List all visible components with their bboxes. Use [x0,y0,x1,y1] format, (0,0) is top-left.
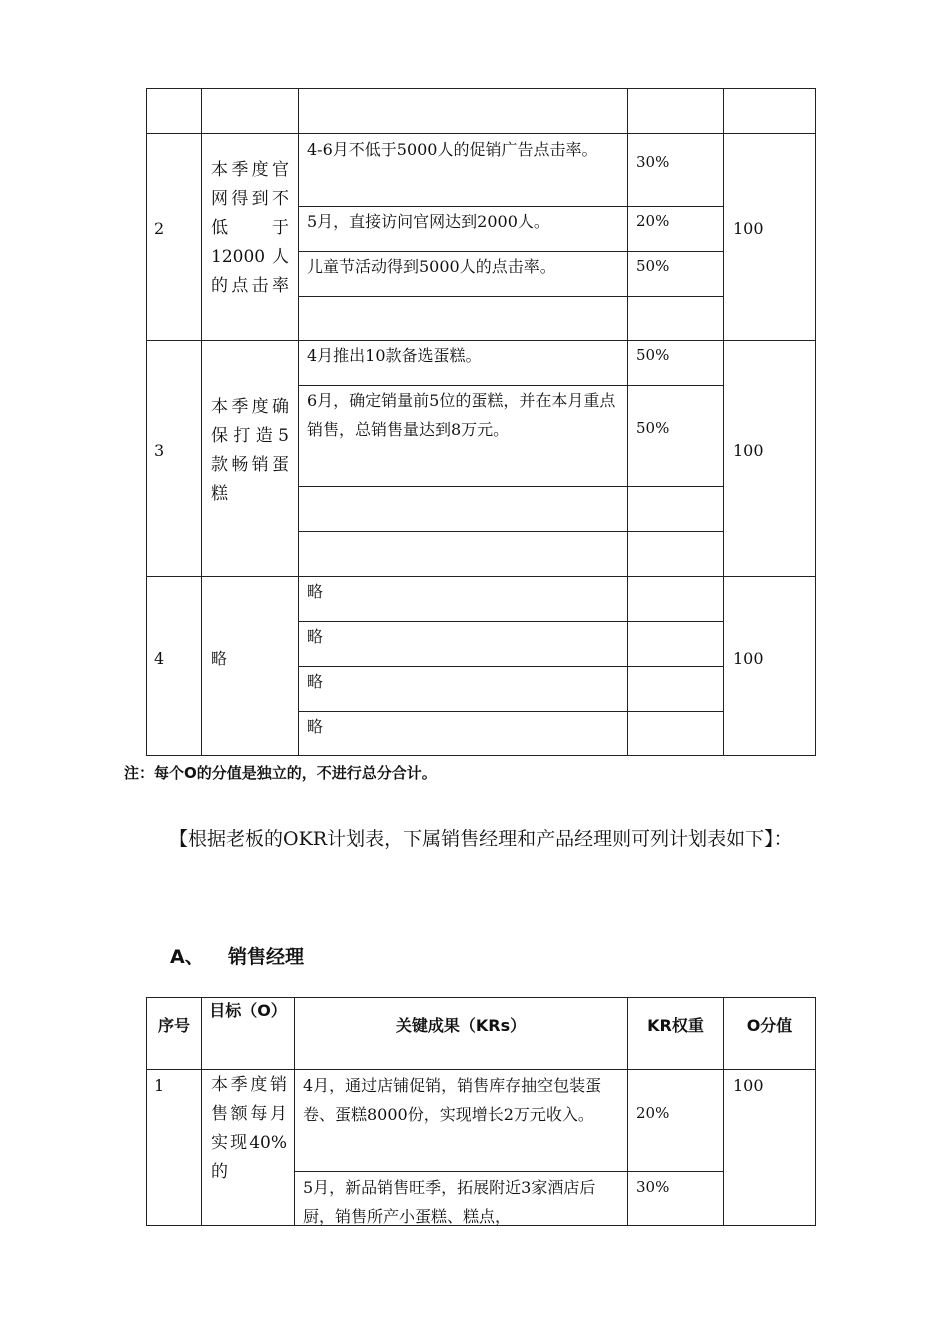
table-border [298,711,724,712]
col-header-krs: 关键成果（KRs） [395,1016,527,1035]
col-header-weight: KR权重 [647,1016,704,1035]
row-seq: 3 [154,441,165,460]
table-border [146,755,816,756]
kr-weight: 20% [636,1104,670,1122]
kr-text: 略 [307,627,324,646]
table-border [298,531,724,532]
row-score: 100 [733,219,764,238]
kr-text: 略 [307,717,324,736]
kr-text: 4月，通过店铺促销，销售库存抽空包装蛋卷、蛋糕8000份，实现增长2万元收入。 [303,1076,602,1124]
table-border [146,88,816,89]
kr-text: 6月，确定销量前5位的蛋糕，并在本月重点销售，总销售量达到8万元。 [307,391,616,439]
section-index: A、 [170,946,204,968]
row-score: 100 [733,1076,764,1095]
kr-weight: 30% [636,1178,670,1196]
table-border [815,88,816,756]
body-paragraph: 【根据老板的OKR计划表，下属销售经理和产品经理则可列计划表如下】： [169,828,793,850]
table-border [201,88,202,756]
table-border [298,666,724,667]
kr-text: 4-6月不低于5000人的促销广告点击率。 [307,140,598,159]
row-seq: 4 [154,649,165,668]
table-border [201,997,202,1226]
table-border [146,1069,816,1070]
col-header-objective: 目标（O） [209,1001,287,1020]
table-border [723,88,724,756]
table-border [298,296,724,297]
kr-text: 4月推出10款备选蛋糕。 [307,346,482,365]
kr-text: 5月，直接访问官网达到2000人。 [307,212,550,231]
kr-text: 儿童节活动得到5000人的点击率。 [307,257,556,276]
kr-weight: 20% [636,212,670,230]
col-header-score: O分值 [746,1016,793,1035]
section-title: 销售经理 [228,946,305,968]
row-score: 100 [733,441,764,460]
kr-text: 略 [307,672,324,691]
row-objective: 本季度官网得到不低于12000人的点击率 [211,160,289,296]
table-border [146,576,816,577]
table-border [298,486,724,487]
col-header-seq: 序号 [157,1016,190,1035]
row-objective: 本季度销售额每月实现40%的 [211,1075,287,1182]
table-border [815,997,816,1226]
kr-text: 略 [307,582,324,601]
row-seq: 1 [154,1076,165,1095]
table-border [146,88,147,756]
table-border [294,1171,724,1172]
table-border [146,133,816,134]
kr-text: 5月，新品销售旺季，拓展附近3家酒店后厨，销售所产小蛋糕、糕点， [303,1178,596,1226]
kr-weight: 50% [636,257,670,275]
row-score: 100 [733,649,764,668]
table-border [627,88,628,756]
row-objective: 略 [211,649,228,668]
kr-weight: 50% [636,419,670,437]
table-note: 注：每个O的分值是独立的，不进行总分合计。 [124,764,437,782]
row-seq: 2 [154,219,165,238]
kr-weight: 30% [636,153,670,171]
table-border [298,88,299,756]
table-border [298,621,724,622]
row-objective: 本季度确保打造5款畅销蛋糕 [211,397,289,504]
kr-weight: 50% [636,346,670,364]
